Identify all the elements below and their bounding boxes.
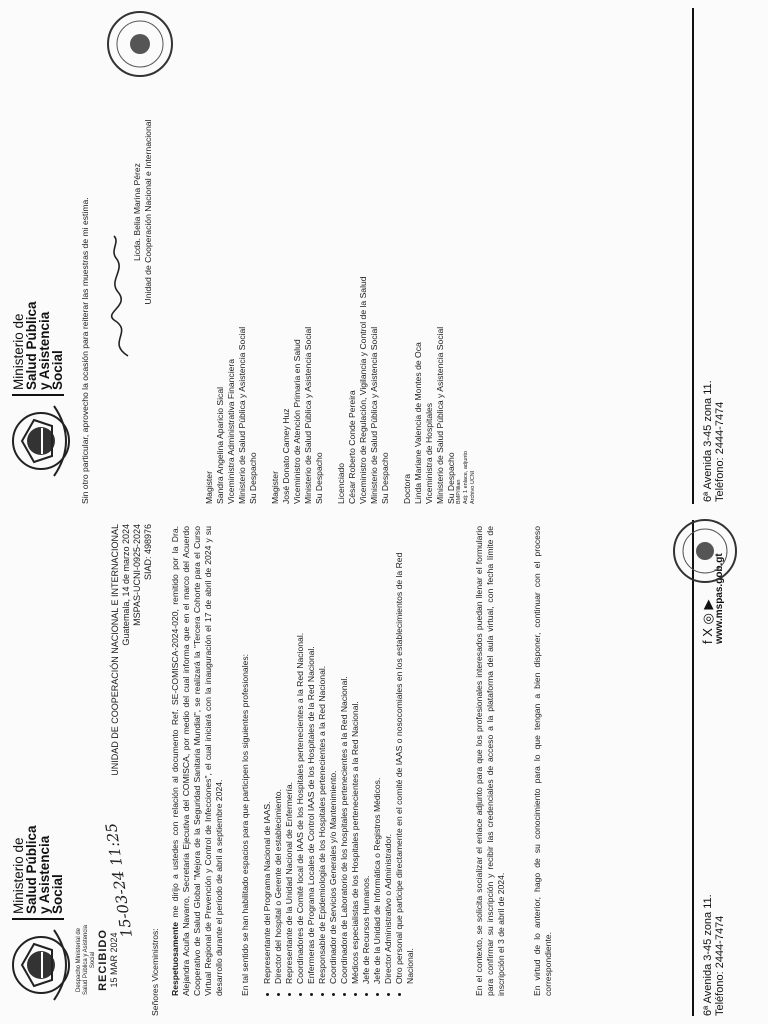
received-stamp xyxy=(76,920,119,1000)
page-1-footer xyxy=(702,866,726,1016)
recipient-block xyxy=(270,14,325,504)
page-2-footer xyxy=(702,302,726,502)
recipient-ministry: Ministerio de Salud Pública y Asistencia Social xyxy=(303,326,313,504)
recipient-title: Doctora xyxy=(402,473,412,504)
paragraph-1-lead: Respetuosamente xyxy=(170,921,180,996)
list-item: • Jefe de Recursos Humanos. xyxy=(361,526,372,984)
unit-seal-icon xyxy=(104,8,176,80)
initials-block xyxy=(456,451,477,504)
place-date: Guatemala, 14 de marzo 2024 xyxy=(121,524,131,646)
recipient-office: Su Despacho xyxy=(248,452,258,504)
recipient-office: Su Despacho xyxy=(380,452,390,504)
signer-unit: Unidad de Cooperación Nacional e Internacional xyxy=(143,119,153,305)
list-item: • Director Administrativo o Administrador. xyxy=(383,526,394,984)
recipient-role: Viceministro de Atención Primaria en Salud xyxy=(292,339,302,504)
ministry-line-2: Salud Pública xyxy=(24,825,39,914)
initials-line-2: Adj: 1 enlace, adjunto xyxy=(463,451,469,504)
recipients-list xyxy=(204,14,468,504)
recipient-ministry: Ministerio de Salud Pública y Asistencia Social xyxy=(237,326,247,504)
recipient-role: Viceministra de Hospitales xyxy=(424,402,434,504)
ministry-line-4: Social xyxy=(50,350,65,390)
recipient-ministry: Ministerio de Salud Pública y Asistencia Social xyxy=(369,326,379,504)
letter-header xyxy=(110,524,154,824)
recipient-name: José Donato Camey Huz xyxy=(281,408,291,504)
stamp-received: RECIBIDO xyxy=(97,929,109,991)
recipient-office: Su Despacho xyxy=(446,452,456,504)
ministry-seal-icon xyxy=(670,516,740,586)
recipient-role: Viceministro de Regulación, Vigilancia y Control de la Salud xyxy=(358,276,368,504)
recipient-block xyxy=(402,14,457,504)
recipient-title: Licenciado xyxy=(336,462,346,504)
ministry-line-3: y Asistencia xyxy=(37,311,52,390)
signer-name: Licda. Belia Marina Pérez xyxy=(132,163,142,261)
recipient-role: Viceministra Administrativa Financiera xyxy=(226,358,236,504)
guatemala-coat-of-arms-icon xyxy=(6,398,76,484)
recipient-block xyxy=(336,14,391,504)
handwritten-receipt: 15-03-24 11:25 xyxy=(102,821,136,939)
initials-line-1: BMP/lilian xyxy=(456,479,462,504)
list-item: • Director del hospital o Gerente del establecimiento. xyxy=(273,526,284,984)
social-icons: f X ◎ ▶ xyxy=(700,599,715,644)
ministry-line-1: Ministerio de xyxy=(11,313,26,390)
reference-number: MSPAS-UCNI-0925-2024 xyxy=(132,524,142,626)
ministry-line-1: Ministerio de xyxy=(11,837,26,914)
participant-list xyxy=(262,526,416,996)
siad-number: SIAD: 498976 xyxy=(143,524,153,581)
recipient-name: César Roberto Conde Pereira xyxy=(347,390,357,504)
list-item: • Representante del Programa Nacional de IAAS. xyxy=(262,526,273,984)
ministry-line-3: y Asistencia xyxy=(37,835,52,914)
signer-block xyxy=(132,82,154,342)
list-item: • Responsable de Epidemiología de los Hospitales pertenecientes a la Red Nacional. xyxy=(317,526,328,984)
stamp-line-2: Salud Pública y Asistencia Social xyxy=(83,924,96,996)
paragraph-3: En el contexto, se solicita socializar el enlace adjunto para que los profesionales interesados puedan llenar el formulario para confirmar su inscripción y recibir las credenciales de acceso a la plataforma del aula virtual, con fecha límite de inscripción el 3 de abril de 2024. xyxy=(474,526,506,996)
list-item: • Otro personal que participe directamente en el comité de IAAS o nosocomiales en los establecimientos de la Red Nacional. xyxy=(394,526,416,984)
list-item: • Representante de la Unidad Nacional de Enfermería. xyxy=(284,526,295,984)
footer-divider xyxy=(692,520,694,1016)
salutation: Señores Viceministros: xyxy=(150,928,160,1016)
ministry-name xyxy=(12,825,64,920)
recipient-title: Magister xyxy=(204,471,214,504)
list-item: • Coordinadores de Comité local de IAAS de los Hospitales pertenecientes a la Red Nacional. xyxy=(295,526,306,984)
footer-phone: Teléfono: 2444-7474 xyxy=(714,401,726,502)
closing-text: Sin otro particular, aprovecho la ocasión para reiterar las muestras de mi estima. xyxy=(80,197,90,504)
recipient-block xyxy=(204,14,259,504)
footer-phone: Teléfono: 2444-7474 xyxy=(714,915,726,1016)
list-item: • Enfermeras de Programa Locales de Control IAAS de los Hospitales de la Red Nacional. xyxy=(306,526,317,984)
website[interactable]: www.mspas.gob.gt xyxy=(714,553,725,644)
recipient-office: Su Despacho xyxy=(314,452,324,504)
footer-address: 6ª Avenida 3-45 zona 11. xyxy=(702,380,714,502)
paragraph-2: En tal sentido se han habilitado espacios para que participen los siguientes profesionales: xyxy=(240,653,250,996)
recipient-title: Magister xyxy=(270,471,280,504)
list-item: • Médicos especialistas de los Hospitales pertenecientes a la Red Nacional. xyxy=(350,526,361,984)
list-item: • Coordinador de Servicios Generales y/o Mantenimiento. xyxy=(328,526,339,984)
stamp-date: 15 MAR 2024 xyxy=(109,932,119,988)
recipient-ministry: Ministerio de Salud Pública y Asistencia Social xyxy=(435,326,445,504)
ministry-line-2: Salud Pública xyxy=(24,301,39,390)
list-item: • Jefe de la Unidad de Informática o Registros Médicos. xyxy=(372,526,383,984)
ministry-name xyxy=(12,301,64,396)
paragraph-1-body: me dirijo a ustedes con relación al documento Ref. SE-COMISCA-2024-020, remitido por la Dra. Alejandra Acuña Navarro, Secretaria Ejecutiva del COMISCA, por medio del cual informa que en el marco del Acuerdo Cooperativo de Salud Global "Mejora de la Seguridad Sanitaria Mundial", se realizará la "Tercera Cohorte para el Curso Virtual Regional de Prevención y Control de Infecciones", el cual iniciará con la inauguración el 17 de abril de 2024 y su desarrollo durante el período de abril a septiembre 2024. xyxy=(170,525,224,996)
footer-address: 6ª Avenida 3-45 zona 11. xyxy=(702,894,714,1016)
initials-line-3: Archivo UCNI xyxy=(470,470,476,504)
letter-page-1 xyxy=(0,512,768,1024)
recipient-name: Sandra Angelina Aparicio Sical xyxy=(215,386,225,504)
footer-divider xyxy=(692,8,694,504)
paragraph-4: En virtud de lo anterior, hago de su conocimiento para lo que tengan a bien disponer, continuar con el proceso correspondiente. xyxy=(532,526,553,996)
ministry-line-4: Social xyxy=(50,874,65,914)
recipient-name: Linda Mariane Valencia de Montes de Oca xyxy=(413,342,423,504)
list-item: • Coordinadora de Laboratorio de los hospitales pertenecientes a la Red Nacional. xyxy=(339,526,350,984)
guatemala-coat-of-arms-icon xyxy=(6,922,76,1008)
paragraph-1 xyxy=(170,526,225,996)
unit-header: UNIDAD DE COOPERACIÓN NACIONAL E INTERNACIONAL xyxy=(110,524,120,776)
stamp-line-1: Despacho Ministerial de xyxy=(76,927,82,993)
